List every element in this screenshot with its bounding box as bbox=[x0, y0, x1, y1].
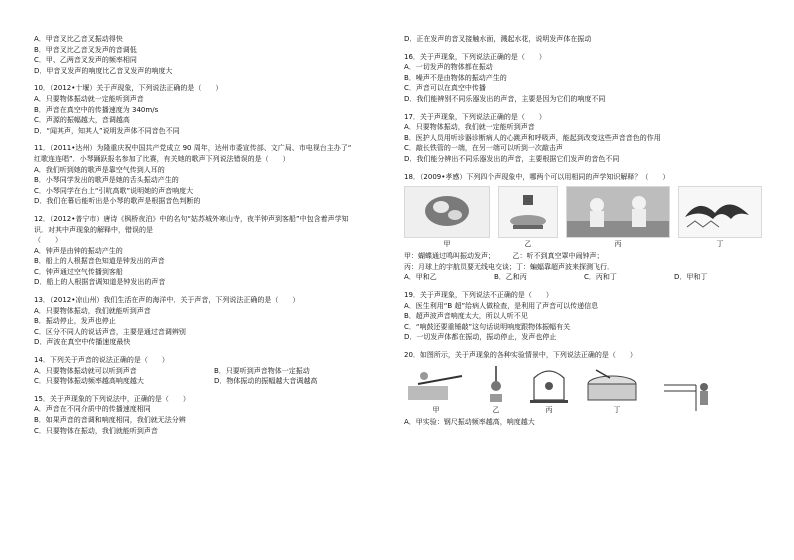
question-stem: 19．关于声现象，下列说法不正确的是（ ） bbox=[404, 290, 553, 299]
question-stem: 13．（2012•凉山州）我们生活在声的海洋中．关于声音，下列说法正确的是（ ） bbox=[34, 296, 300, 305]
question-stem: （ ） bbox=[34, 236, 62, 245]
figure-yi bbox=[498, 186, 558, 249]
option-b[interactable]: B．乙和丙 bbox=[494, 273, 527, 282]
question-15 bbox=[34, 394, 394, 436]
option-d[interactable]: D．我们能辨别不同乐器发出的声音，主要是因为它们的响度不同 bbox=[404, 94, 606, 103]
question-q15tail bbox=[404, 34, 764, 45]
figure-caption: 乙 bbox=[492, 406, 500, 415]
figure-caption: 甲 bbox=[443, 240, 451, 249]
option-c[interactable]: C．区分不同人的说话声音，主要是通过音调辨别 bbox=[34, 327, 186, 336]
figure-description: 甲：蝴蝶通过鸣叫振动发声； 乙：听不到真空罩中闹钟声； bbox=[404, 252, 604, 261]
option-a[interactable]: A．我们听到她的歌声是靠空气传到人耳的 bbox=[34, 165, 165, 174]
figure-ding bbox=[582, 364, 652, 415]
option-a[interactable]: A．只要物体振动，我们就能听到声音 bbox=[34, 306, 151, 315]
figure-ding bbox=[678, 186, 762, 249]
left-column bbox=[34, 34, 394, 443]
question-stem: 17．关于声现象，下列说法正确的是（ ） bbox=[404, 112, 546, 121]
drum-tube-experiment bbox=[582, 364, 652, 404]
option-a[interactable]: A．钟声是由钟的振动产生的 bbox=[34, 246, 123, 255]
figure-caption: 丙 bbox=[545, 406, 553, 415]
question-stem: 18．（2009•孝感）下列四个声现象中，哪两个可以用相同的声学知识解释？（ ） bbox=[404, 172, 670, 181]
option-b[interactable]: B．只要听到声音物体一定振动 bbox=[214, 366, 310, 375]
option-d[interactable]: D．物体振动的振幅越大音调越高 bbox=[214, 377, 318, 386]
question-q17 bbox=[404, 112, 764, 165]
option-d[interactable]: D．我们在幕后能听出是小琴的歌声是根据音色判断的 bbox=[34, 197, 201, 206]
option-c[interactable]: C．声源的振幅越大，音调越高 bbox=[34, 116, 130, 125]
options-row bbox=[404, 272, 764, 283]
question-q10 bbox=[34, 83, 394, 136]
option-a[interactable]: A．医生利用“B 超”给病人做检查，是利用了声音可以传递信息 bbox=[404, 301, 599, 310]
q20-figures bbox=[404, 364, 764, 415]
figure-jia bbox=[404, 364, 468, 415]
option-a[interactable]: A．只要物体振动，我们就一定能听到声音 bbox=[404, 123, 535, 132]
option-a[interactable]: D．正在发声的音叉接触水面，溅起水花，说明发声体在振动 bbox=[404, 35, 592, 43]
figure-caption: 丙 bbox=[614, 240, 622, 249]
question-stem: 识．对其中声现象的解释中，错误的是 bbox=[34, 225, 153, 234]
option-b[interactable]: B．小琴同学发出的歌声是她的舌头振动产生的 bbox=[34, 176, 179, 185]
right-column bbox=[404, 34, 764, 435]
option-b[interactable]: B．医护人员用听诊器诊断病人的心跳声和呼吸声，能起到改变这些声音音色的作用 bbox=[404, 133, 661, 142]
option-d[interactable]: D．船上的人根据音调知道是钟发出的声音 bbox=[34, 278, 166, 287]
question-q9tail bbox=[34, 34, 394, 76]
options-row bbox=[34, 376, 394, 387]
question-q13 bbox=[34, 295, 394, 348]
option-c[interactable]: C．只要物体在振动，我们就能听到声音 bbox=[34, 426, 158, 435]
figure-yi bbox=[476, 364, 516, 415]
question-stem: 14．下列关于声音的说法正确的是（ ） bbox=[34, 356, 169, 365]
figure-bing bbox=[524, 364, 574, 415]
butterfly-photo bbox=[404, 186, 490, 238]
option-a[interactable]: A．甲音叉比乙音叉振动得快 bbox=[34, 35, 123, 43]
question-14 bbox=[34, 355, 394, 387]
figure-description: 丙：月球上的宇航员要无线电交谈；丁：蝙蝠靠超声波来探测飞行． bbox=[404, 262, 614, 271]
figure-caption: 甲 bbox=[432, 406, 440, 415]
option-c[interactable]: C．钟声通过空气传播到客船 bbox=[34, 267, 123, 276]
tube-child-experiment bbox=[660, 373, 712, 413]
question-stem: 10．（2012•十堰）关于声现象，下列说法正确的是（ ） bbox=[34, 84, 223, 93]
option-d[interactable]: D．声波在真空中传播速度最快 bbox=[34, 338, 131, 347]
bell-jar-clock bbox=[498, 186, 558, 238]
figure-caption: 丁 bbox=[613, 406, 621, 415]
question-stem: 16．关于声现象，下列说法正确的是（ ） bbox=[404, 52, 546, 61]
option-b[interactable]: B．如果声音的音调和响度相同，我们就无法分辨 bbox=[34, 416, 186, 424]
tuning-fork-ball bbox=[476, 364, 516, 404]
option-b[interactable]: B．声音在真空中的传播速度为 340m/s bbox=[34, 105, 159, 114]
option-c[interactable]: C．只要物体振动频率越高响度越大 bbox=[34, 377, 144, 386]
option-b[interactable]: B．振动停止，发声也停止 bbox=[34, 317, 116, 326]
question-q16 bbox=[404, 52, 764, 105]
question-stem: 11．（2011•达州）为隆重庆祝中国共产党成立 90 周年，达州市委宣传部、文广局、市电视台主办了“ bbox=[34, 144, 352, 153]
question-20 bbox=[404, 350, 764, 428]
option-c[interactable]: C．丙和丁 bbox=[584, 273, 617, 282]
option-d[interactable]: D．甲音叉发声的响度比乙音叉发声的响度大 bbox=[34, 66, 173, 75]
question-q12 bbox=[34, 214, 394, 288]
question-18 bbox=[404, 172, 764, 283]
option-d[interactable]: D．我们能分辨出不同乐器发出的声音，主要根据它们发声的音色不同 bbox=[404, 154, 620, 163]
figure-tube bbox=[660, 373, 712, 415]
options-row bbox=[34, 366, 394, 377]
option-c[interactable]: C．甲、乙两音叉发声的频率相同 bbox=[34, 56, 137, 65]
option-b[interactable]: B．甲音叉比乙音叉发声的音调低 bbox=[34, 45, 137, 54]
option-d[interactable]: D．甲和丁 bbox=[674, 273, 708, 282]
q18-figures bbox=[404, 186, 764, 249]
option-a[interactable]: A．只要物体振动就一定能听到声音 bbox=[34, 94, 144, 103]
astronauts-photo bbox=[566, 186, 670, 238]
figure-bing bbox=[566, 186, 670, 249]
option-a[interactable]: A．只要物体振动就可以听到声音 bbox=[34, 366, 137, 375]
bell-jar-experiment bbox=[524, 364, 574, 404]
question-stem: 12．（2012•普宁市）唐诗《枫桥夜泊》中的名句“姑苏城外寒山寺，夜半钟声到客船”中包含着声学知 bbox=[34, 214, 349, 223]
option-b[interactable]: B．船上的人根据音色知道是钟发出的声音 bbox=[34, 257, 165, 266]
option-a[interactable]: A．声音在不同介质中的传播速度相同 bbox=[34, 405, 151, 414]
figure-jia bbox=[404, 186, 490, 249]
question-stem: 红歌连连唱”．小琴踊跃报名参加了比赛，有关她的歌声下列说法错误的是（ ） bbox=[34, 154, 290, 163]
option-c[interactable]: C．“响鼓还要重锤敲”这句话说明响度跟物体振幅有关 bbox=[404, 322, 571, 331]
question-stem: 20．如图所示，关于声现象的各种实验情景中，下列说法正确的是（ ） bbox=[404, 350, 637, 359]
question-19 bbox=[404, 290, 764, 343]
option-b[interactable]: B．超声波声音响度太大，所以人听不见 bbox=[404, 312, 528, 321]
option-a[interactable]: A．甲实验：钢尺振动频率越高，响度越大 bbox=[404, 418, 535, 427]
figure-caption: 乙 bbox=[524, 240, 532, 249]
option-b[interactable]: B．噪声不是由物体的振动产生的 bbox=[404, 73, 507, 82]
option-d[interactable]: D．一切发声体都在振动，振动停止，发声也停止 bbox=[404, 333, 557, 342]
option-c[interactable]: C．小琴同学在台上“引吭高歌”说明她的声音响度大 bbox=[34, 186, 194, 195]
option-a[interactable]: A．甲和乙 bbox=[404, 273, 437, 282]
option-c[interactable]: C．敲长铁管的一端，在另一端可以听到一次敲击声 bbox=[404, 144, 563, 153]
question-stem: 15．关于声现象的下列说法中，正确的是（ ） bbox=[34, 394, 190, 403]
option-a[interactable]: A．一切发声的物体都在振动 bbox=[404, 63, 493, 72]
ruler-experiment bbox=[404, 364, 468, 404]
question-q11 bbox=[34, 143, 394, 207]
bat-photo bbox=[678, 186, 762, 238]
figure-caption: 丁 bbox=[716, 240, 724, 249]
option-c[interactable]: C．声音可以在真空中传播 bbox=[404, 84, 486, 93]
option-d[interactable]: D．“闻其声，知其人”说明发声体不同音色不同 bbox=[34, 126, 180, 135]
